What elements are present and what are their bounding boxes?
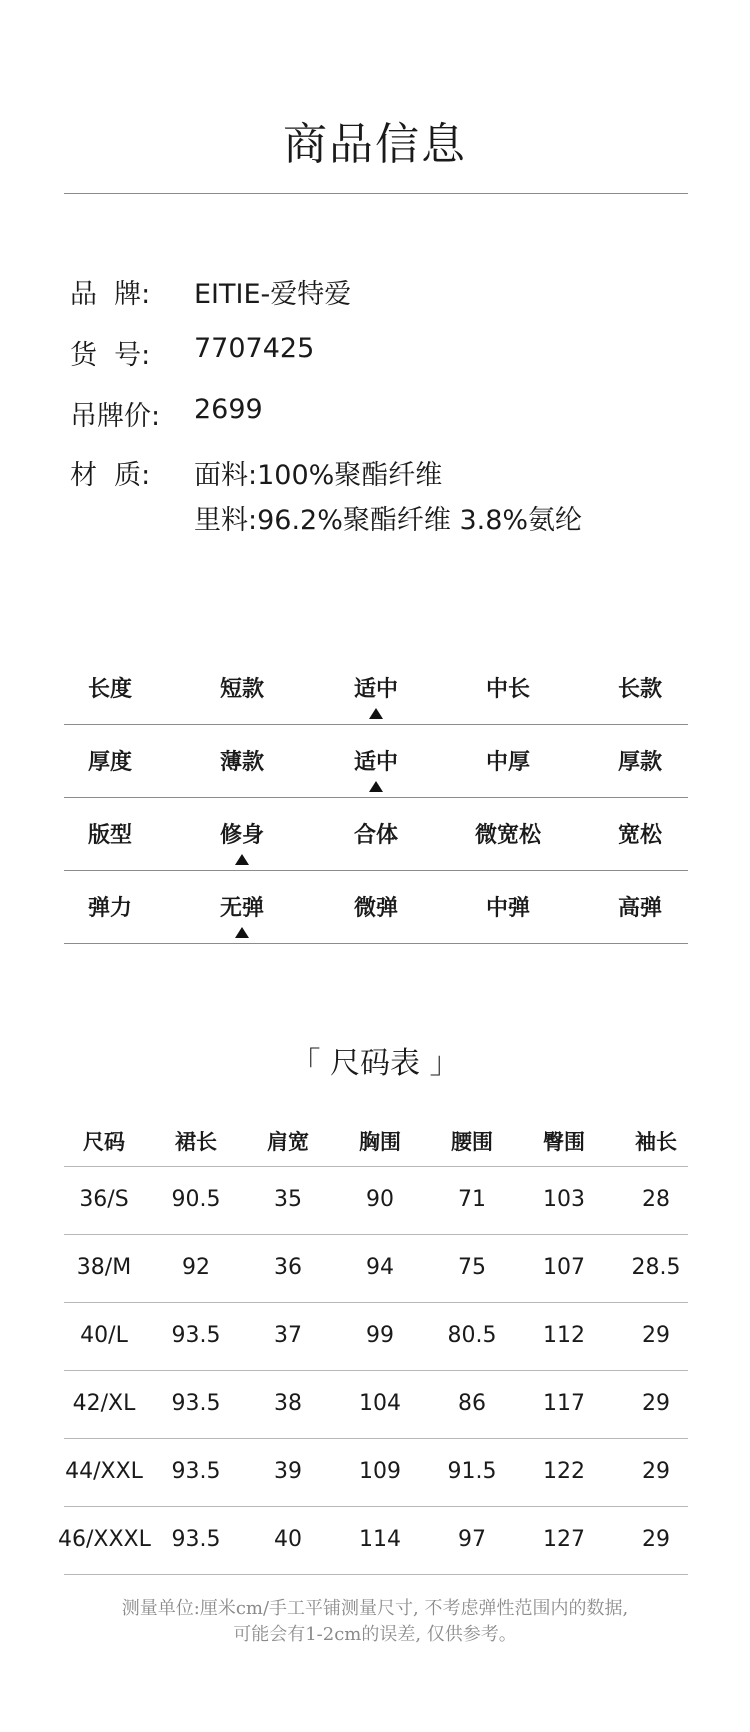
size-chart-header-cell: 胸围 xyxy=(359,1130,401,1154)
attribute-option: 中长 xyxy=(485,677,530,702)
size-chart-header-cell: 尺码 xyxy=(83,1130,125,1154)
price-value: 2699 xyxy=(194,394,263,425)
material-label: 材 质: xyxy=(70,460,151,491)
size-chart-title: 「 尺码表 」 xyxy=(290,1046,460,1081)
size-chart-cell: 38 xyxy=(274,1391,302,1416)
size-chart-cell: 40 xyxy=(274,1527,302,1552)
size-chart-cell: 35 xyxy=(274,1187,302,1212)
size-chart-cell: 37 xyxy=(274,1323,302,1348)
sku-value: 7707425 xyxy=(194,333,315,364)
size-chart-cell: 29 xyxy=(642,1459,670,1484)
size-chart-cell: 91.5 xyxy=(447,1459,497,1484)
size-chart-row xyxy=(64,1371,688,1439)
size-chart-cell: 39 xyxy=(274,1459,302,1484)
size-chart-cell: 38/M xyxy=(76,1255,132,1280)
size-chart-cell: 44/XXL xyxy=(65,1459,143,1484)
attribute-option: 微弹 xyxy=(353,896,398,921)
size-chart-cell: 71 xyxy=(458,1187,486,1212)
measurement-note-line-1: 测量单位:厘米cm/手工平铺测量尺寸, 不考虑弹性范围内的数据, xyxy=(121,1598,629,1619)
size-chart-cell: 109 xyxy=(359,1459,401,1484)
size-chart-cell: 29 xyxy=(642,1391,670,1416)
attribute-option: 修身 xyxy=(219,823,264,848)
size-chart-cell: 97 xyxy=(458,1527,486,1552)
material-line-1: 面料:100%聚酯纤维 xyxy=(194,460,443,491)
size-chart-cell: 93.5 xyxy=(171,1323,221,1348)
size-chart-cell: 122 xyxy=(543,1459,585,1484)
attribute-option: 微宽松 xyxy=(474,823,541,848)
size-chart-cell: 94 xyxy=(366,1255,394,1280)
attribute-option: 长款 xyxy=(617,677,662,702)
size-chart-cell: 75 xyxy=(458,1255,486,1280)
size-chart-cell: 42/XL xyxy=(72,1391,136,1416)
size-chart-cell: 28.5 xyxy=(631,1255,681,1280)
size-chart-cell: 93.5 xyxy=(171,1459,221,1484)
size-chart-cell: 28 xyxy=(642,1187,670,1212)
selected-marker-icon xyxy=(235,854,249,865)
material-line-2: 里料:96.2%聚酯纤维 3.8%氨纶 xyxy=(194,505,583,536)
brand-value: EITIE-爱特爱 xyxy=(194,279,352,310)
page-title: 商品信息 xyxy=(283,119,467,170)
size-chart-table xyxy=(58,1112,688,1575)
attribute-label: 版型 xyxy=(87,823,132,848)
attribute-option: 适中 xyxy=(353,677,398,702)
attribute-label: 弹力 xyxy=(87,896,132,921)
size-chart-cell: 80.5 xyxy=(447,1323,497,1348)
measurement-note-line-2: 可能会有1-2cm的误差, 仅供参考。 xyxy=(233,1624,517,1645)
attribute-label: 厚度 xyxy=(87,750,132,775)
size-chart-cell: 114 xyxy=(359,1527,401,1552)
size-chart-cell: 103 xyxy=(543,1187,585,1212)
size-chart-cell: 29 xyxy=(642,1323,670,1348)
attribute-option: 合体 xyxy=(353,823,398,848)
selected-marker-icon xyxy=(369,781,383,792)
attribute-option: 薄款 xyxy=(219,750,264,775)
size-chart-cell: 93.5 xyxy=(171,1391,221,1416)
size-chart-cell: 107 xyxy=(543,1255,585,1280)
size-chart-header-cell: 袖长 xyxy=(635,1130,677,1154)
size-chart-cell: 29 xyxy=(642,1527,670,1552)
selected-marker-icon xyxy=(369,708,383,719)
attribute-option: 厚款 xyxy=(617,750,662,775)
size-chart-cell: 46/XXXL xyxy=(58,1527,151,1552)
size-chart-cell: 117 xyxy=(543,1391,585,1416)
size-chart-row xyxy=(64,1235,688,1303)
attribute-option: 无弹 xyxy=(219,896,264,921)
size-chart-cell: 99 xyxy=(366,1323,394,1348)
attribute-option: 中厚 xyxy=(485,750,530,775)
brand-label: 品 牌: xyxy=(70,279,151,310)
size-chart-cell: 93.5 xyxy=(171,1527,221,1552)
size-chart-cell: 36 xyxy=(274,1255,302,1280)
attribute-option: 宽松 xyxy=(617,823,662,848)
attribute-row xyxy=(64,798,688,871)
size-chart-cell: 104 xyxy=(359,1391,401,1416)
size-chart-header-cell: 肩宽 xyxy=(267,1130,309,1154)
attribute-row xyxy=(64,725,688,798)
attribute-option: 中弹 xyxy=(485,896,530,921)
attribute-row xyxy=(64,871,688,944)
size-chart-cell: 86 xyxy=(458,1391,486,1416)
size-chart-cell: 92 xyxy=(182,1255,210,1280)
attribute-row xyxy=(64,652,688,725)
attribute-option: 适中 xyxy=(353,750,398,775)
size-chart-row xyxy=(64,1167,688,1235)
size-chart-header-row xyxy=(64,1112,688,1167)
attribute-label: 长度 xyxy=(87,677,132,702)
size-chart-cell: 127 xyxy=(543,1527,585,1552)
size-chart-row xyxy=(64,1303,688,1371)
size-chart-cell: 112 xyxy=(543,1323,585,1348)
size-chart-row xyxy=(64,1439,688,1507)
sku-label: 货 号: xyxy=(70,340,151,371)
size-chart-cell: 36/S xyxy=(79,1187,129,1212)
size-chart-cell: 40/L xyxy=(80,1323,128,1348)
size-chart-header-cell: 腰围 xyxy=(451,1130,493,1154)
size-chart-header-cell: 裙长 xyxy=(175,1130,217,1154)
attribute-option: 高弹 xyxy=(617,896,662,921)
title-divider xyxy=(64,193,688,194)
price-label: 吊牌价: xyxy=(70,401,161,432)
selected-marker-icon xyxy=(235,927,249,938)
attribute-option: 短款 xyxy=(219,677,264,702)
size-chart-header-cell: 臀围 xyxy=(543,1130,585,1154)
size-chart-row xyxy=(58,1507,688,1575)
size-chart-cell: 90.5 xyxy=(171,1187,221,1212)
size-chart-cell: 90 xyxy=(366,1187,394,1212)
